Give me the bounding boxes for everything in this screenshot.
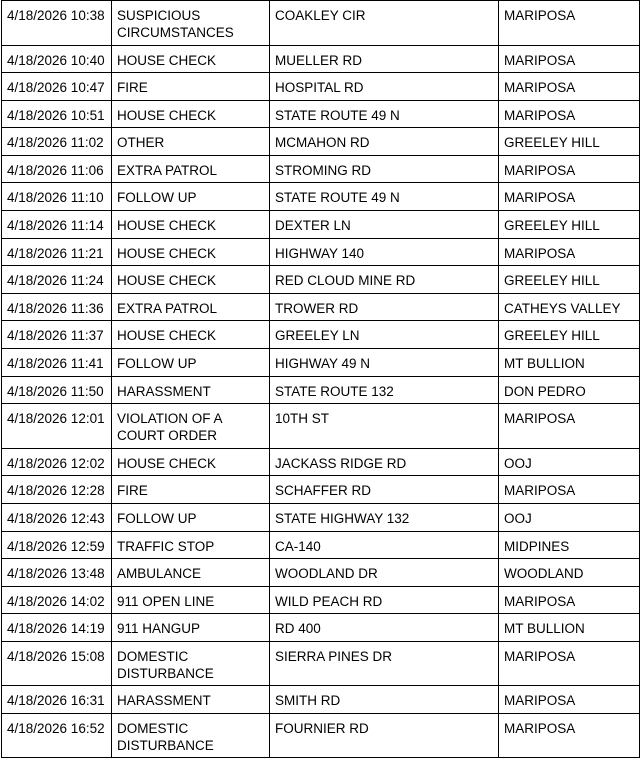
datetime-cell: 4/18/2026 10:47 — [2, 73, 112, 101]
table-row — [2, 321, 640, 349]
location-cell: CA-140 — [270, 531, 499, 559]
table-row — [2, 614, 640, 642]
datetime-cell: 4/18/2026 14:02 — [2, 586, 112, 614]
city-cell: MARIPOSA — [499, 404, 640, 449]
datetime-cell: 4/18/2026 16:52 — [2, 713, 112, 758]
city-cell: MARIPOSA — [499, 45, 640, 73]
location-cell: HIGHWAY 49 N — [270, 349, 499, 377]
datetime-cell: 4/18/2026 12:02 — [2, 448, 112, 476]
call-type-cell: FOLLOW UP — [112, 503, 270, 531]
city-cell: MARIPOSA — [499, 100, 640, 128]
table-row — [2, 376, 640, 404]
table-row — [2, 155, 640, 183]
city-cell: GREELEY HILL — [499, 266, 640, 294]
location-cell: DEXTER LN — [270, 211, 499, 239]
table-row — [2, 713, 640, 758]
city-cell: OOJ — [499, 503, 640, 531]
datetime-cell: 4/18/2026 14:19 — [2, 614, 112, 642]
location-cell: WOODLAND DR — [270, 559, 499, 587]
call-type-cell: DOMESTIC DISTURBANCE — [112, 713, 270, 758]
table-row — [2, 266, 640, 294]
table-row — [2, 404, 640, 449]
city-cell: GREELEY HILL — [499, 128, 640, 156]
call-type-cell: 911 HANGUP — [112, 614, 270, 642]
datetime-cell: 4/18/2026 11:06 — [2, 155, 112, 183]
datetime-cell: 4/18/2026 10:40 — [2, 45, 112, 73]
datetime-cell: 4/18/2026 15:08 — [2, 641, 112, 686]
datetime-cell: 4/18/2026 11:10 — [2, 183, 112, 211]
call-type-cell: HARASSMENT — [112, 376, 270, 404]
table-row — [2, 211, 640, 239]
call-type-cell: HOUSE CHECK — [112, 211, 270, 239]
datetime-cell: 4/18/2026 12:59 — [2, 531, 112, 559]
datetime-cell: 4/18/2026 11:02 — [2, 128, 112, 156]
location-cell: STROMING RD — [270, 155, 499, 183]
location-cell: STATE ROUTE 132 — [270, 376, 499, 404]
datetime-cell: 4/18/2026 11:41 — [2, 349, 112, 377]
city-cell: MARIPOSA — [499, 476, 640, 504]
location-cell: 10TH ST — [270, 404, 499, 449]
city-cell: DON PEDRO — [499, 376, 640, 404]
location-cell: STATE ROUTE 49 N — [270, 183, 499, 211]
call-type-cell: HOUSE CHECK — [112, 100, 270, 128]
datetime-cell: 4/18/2026 11:14 — [2, 211, 112, 239]
call-type-cell: SUSPICIOUS CIRCUMSTANCES — [112, 1, 270, 46]
location-cell: STATE ROUTE 49 N — [270, 100, 499, 128]
location-cell: JACKASS RIDGE RD — [270, 448, 499, 476]
location-cell: STATE HIGHWAY 132 — [270, 503, 499, 531]
call-type-cell: HOUSE CHECK — [112, 321, 270, 349]
location-cell: TROWER RD — [270, 293, 499, 321]
datetime-cell: 4/18/2026 11:36 — [2, 293, 112, 321]
location-cell: FOURNIER RD — [270, 713, 499, 758]
table-row — [2, 183, 640, 211]
city-cell: MT BULLION — [499, 349, 640, 377]
location-cell: SMITH RD — [270, 686, 499, 714]
city-cell: MARIPOSA — [499, 1, 640, 46]
city-cell: MARIPOSA — [499, 641, 640, 686]
call-type-cell: HOUSE CHECK — [112, 238, 270, 266]
city-cell: MARIPOSA — [499, 155, 640, 183]
table-row — [2, 45, 640, 73]
city-cell: GREELEY HILL — [499, 321, 640, 349]
location-cell: SCHAFFER RD — [270, 476, 499, 504]
city-cell: MIDPINES — [499, 531, 640, 559]
table-row — [2, 503, 640, 531]
call-type-cell: EXTRA PATROL — [112, 155, 270, 183]
city-cell: MARIPOSA — [499, 238, 640, 266]
city-cell: MARIPOSA — [499, 586, 640, 614]
location-cell: RD 400 — [270, 614, 499, 642]
call-type-cell: HOUSE CHECK — [112, 266, 270, 294]
call-type-cell: FIRE — [112, 476, 270, 504]
city-cell: WOODLAND — [499, 559, 640, 587]
datetime-cell: 4/18/2026 10:51 — [2, 100, 112, 128]
table-row — [2, 128, 640, 156]
location-cell: MUELLER RD — [270, 45, 499, 73]
table-row — [2, 349, 640, 377]
location-cell: GREELEY LN — [270, 321, 499, 349]
call-type-cell: AMBULANCE — [112, 559, 270, 587]
call-type-cell: VIOLATION OF A COURT ORDER — [112, 404, 270, 449]
city-cell: MARIPOSA — [499, 183, 640, 211]
call-type-cell: FOLLOW UP — [112, 349, 270, 377]
datetime-cell: 4/18/2026 11:37 — [2, 321, 112, 349]
table-row — [2, 1, 640, 46]
datetime-cell: 4/18/2026 16:31 — [2, 686, 112, 714]
table-row — [2, 100, 640, 128]
table-row — [2, 73, 640, 101]
location-cell: MCMAHON RD — [270, 128, 499, 156]
table-row — [2, 238, 640, 266]
datetime-cell: 4/18/2026 12:43 — [2, 503, 112, 531]
call-log-body — [2, 1, 640, 758]
datetime-cell: 4/18/2026 10:38 — [2, 1, 112, 46]
datetime-cell: 4/18/2026 11:21 — [2, 238, 112, 266]
location-cell: RED CLOUD MINE RD — [270, 266, 499, 294]
call-type-cell: FOLLOW UP — [112, 183, 270, 211]
call-type-cell: EXTRA PATROL — [112, 293, 270, 321]
city-cell: MARIPOSA — [499, 713, 640, 758]
call-type-cell: 911 OPEN LINE — [112, 586, 270, 614]
table-row — [2, 448, 640, 476]
datetime-cell: 4/18/2026 12:28 — [2, 476, 112, 504]
call-log-table — [1, 0, 640, 758]
datetime-cell: 4/18/2026 13:48 — [2, 559, 112, 587]
city-cell: OOJ — [499, 448, 640, 476]
table-row — [2, 476, 640, 504]
datetime-cell: 4/18/2026 11:24 — [2, 266, 112, 294]
datetime-cell: 4/18/2026 12:01 — [2, 404, 112, 449]
table-row — [2, 641, 640, 686]
location-cell: SIERRA PINES DR — [270, 641, 499, 686]
city-cell: GREELEY HILL — [499, 211, 640, 239]
location-cell: COAKLEY CIR — [270, 1, 499, 46]
call-type-cell: OTHER — [112, 128, 270, 156]
datetime-cell: 4/18/2026 11:50 — [2, 376, 112, 404]
table-row — [2, 531, 640, 559]
location-cell: HIGHWAY 140 — [270, 238, 499, 266]
table-row — [2, 293, 640, 321]
location-cell: HOSPITAL RD — [270, 73, 499, 101]
call-type-cell: FIRE — [112, 73, 270, 101]
table-row — [2, 559, 640, 587]
city-cell: MARIPOSA — [499, 73, 640, 101]
call-type-cell: HOUSE CHECK — [112, 45, 270, 73]
city-cell: MT BULLION — [499, 614, 640, 642]
call-type-cell: DOMESTIC DISTURBANCE — [112, 641, 270, 686]
city-cell: MARIPOSA — [499, 686, 640, 714]
call-type-cell: HARASSMENT — [112, 686, 270, 714]
table-row — [2, 586, 640, 614]
call-type-cell: TRAFFIC STOP — [112, 531, 270, 559]
location-cell: WILD PEACH RD — [270, 586, 499, 614]
city-cell: CATHEYS VALLEY — [499, 293, 640, 321]
call-type-cell: HOUSE CHECK — [112, 448, 270, 476]
table-row — [2, 686, 640, 714]
